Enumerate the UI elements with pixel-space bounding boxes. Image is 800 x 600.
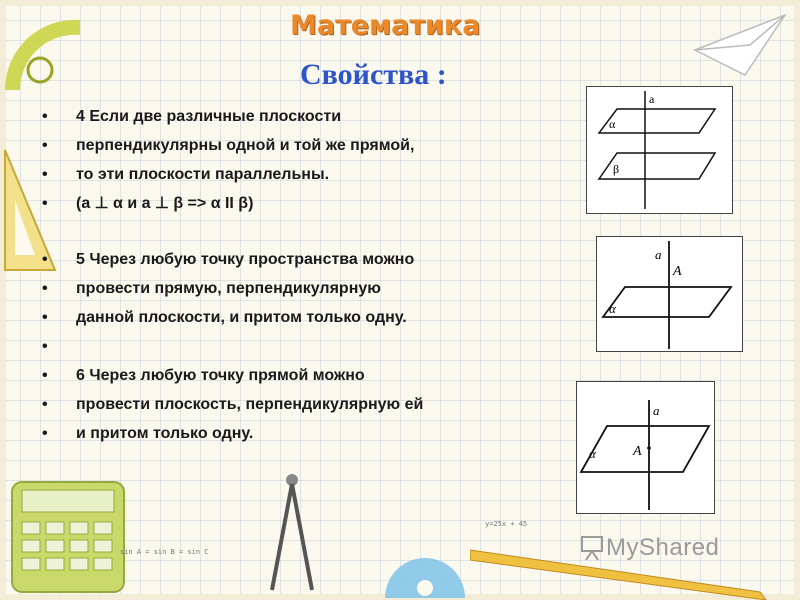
list-item: • и притом только одну.	[30, 419, 423, 448]
plane-label-beta: β	[613, 162, 620, 176]
list-item: • 6 Через любую точку прямой можно	[30, 361, 423, 390]
point-label-A: A	[673, 264, 682, 279]
figure-line-through-point	[596, 236, 743, 352]
point-label-A: A	[633, 444, 642, 459]
plane-label-alpha: α	[589, 446, 596, 461]
plane-label-alpha: α	[609, 301, 616, 316]
line-label-a: a	[649, 92, 655, 106]
list-item: • то эти плоскости параллельны.	[30, 160, 423, 189]
page-title: Свойства :	[300, 58, 447, 91]
list-item: • 5 Через любую точку пространства можно	[30, 245, 423, 274]
subject-header: Математика	[290, 10, 481, 41]
protractor-icon	[0, 0, 110, 100]
list-item: • провести плоскость, перпендикулярную ей	[30, 390, 423, 419]
line-label-a: a	[655, 247, 662, 262]
list-item: • (a ⊥ α и a ⊥ β => α II β)	[30, 189, 423, 218]
bullet-list	[30, 102, 423, 448]
paper-plane-icon	[690, 10, 790, 80]
protractor-bottom-icon	[380, 530, 470, 600]
list-item: • данной плоскости, и притом только одну.	[30, 303, 423, 332]
watermark: MyShared	[606, 534, 720, 561]
presentation-icon	[580, 535, 604, 561]
plane-label-alpha: α	[609, 117, 616, 131]
compass-icon	[262, 470, 322, 595]
calculator-icon	[8, 478, 128, 596]
list-item: • перпендикулярны одной и той же прямой,	[30, 131, 423, 160]
list-item: • провести прямую, перпендикулярную	[30, 274, 423, 303]
list-item	[30, 332, 423, 361]
figure-parallel-planes	[586, 86, 733, 214]
formula-decor-left: sin A = sin B = sin C	[120, 548, 209, 556]
line-label-a: a	[653, 403, 660, 418]
figure-plane-through-point	[576, 381, 715, 514]
list-item: • 4 Если две различные плоскости	[30, 102, 423, 131]
formula-decor-right: y=25x + 45	[485, 520, 528, 528]
